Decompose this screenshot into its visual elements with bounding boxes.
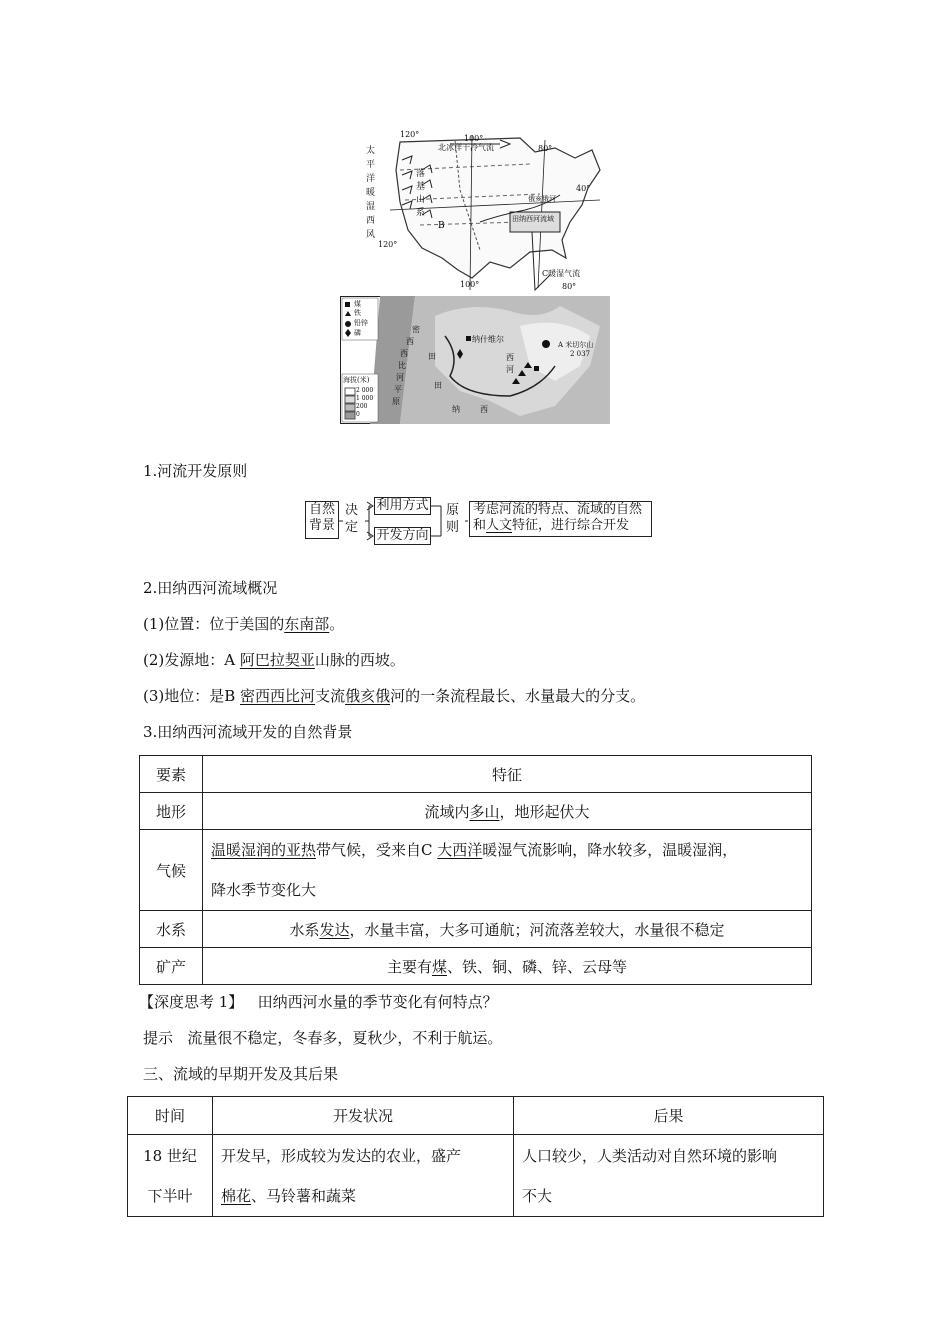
detail-map-figure bbox=[340, 296, 610, 424]
na-label: 纳 bbox=[452, 405, 460, 414]
section2-title: 2.田纳西河流域概况 bbox=[143, 579, 278, 597]
legend-lead-zinc: 铅锌 bbox=[354, 319, 368, 327]
principle-content-box: 考虑河流的特点、流域的自然 和人文特征，进行综合开发 bbox=[469, 501, 652, 537]
us-map-figure bbox=[360, 130, 610, 295]
legend-phosphorus: 磷 bbox=[354, 329, 361, 337]
tian-label-2: 田 bbox=[434, 381, 442, 390]
principle-label: 原 则 bbox=[446, 503, 460, 535]
mitchell-label: A 米切尔山 bbox=[558, 341, 594, 349]
lon100-bottom: 100° bbox=[460, 280, 480, 289]
natural-background-box: 自然 背景 bbox=[305, 501, 339, 539]
dev-direction-box: 开发方向 bbox=[374, 527, 431, 545]
mississippi-label: 密 西 西 比 河 平 原 bbox=[392, 325, 420, 406]
early-development-table bbox=[127, 1096, 824, 1217]
deep-think-question: 【深度思考 1】 田纳西河水量的季节变化有何特点？ bbox=[139, 993, 498, 1011]
legend-coal: 煤 bbox=[354, 300, 361, 308]
b-label: B bbox=[438, 221, 445, 231]
header-feature: 特征 bbox=[203, 756, 812, 793]
section2-source: (2)发源地：A 阿巴拉契亚山脉的西坡。 bbox=[143, 651, 405, 669]
lon100-top: 100° bbox=[464, 134, 484, 143]
natural-background-table bbox=[139, 755, 812, 985]
decide-label: 决 定 bbox=[345, 503, 359, 535]
elevation-0: 0 bbox=[356, 411, 360, 418]
ohio-label: 俄亥俄河 bbox=[528, 195, 556, 203]
arctic-cold-label: 北冰洋干冷气流 bbox=[438, 143, 494, 152]
elevation-200: 200 bbox=[356, 403, 368, 410]
section2-status: (3)地位：是B 密西西比河支流俄亥俄河的一条流程最长、水量最大的分支。 bbox=[143, 687, 646, 705]
mitchell-height: 2 037 bbox=[570, 350, 591, 358]
lon120-bottom: 120° bbox=[378, 240, 398, 249]
lat40: 40° bbox=[576, 184, 591, 193]
section1-title: 1.河流开发原则 bbox=[143, 462, 248, 480]
tn-river-right-label: 西 河 bbox=[506, 353, 514, 374]
elevation-1000: 1 000 bbox=[356, 395, 374, 402]
lon80-bottom: 80° bbox=[562, 282, 577, 291]
deep-think-hint: 提示 流量很不稳定，冬春多，夏秋少，不利于航运。 bbox=[143, 1029, 503, 1047]
legend-iron: 铁 bbox=[354, 309, 361, 317]
rocky-label: 落 基 山 系 bbox=[416, 169, 426, 218]
lon120-top: 120° bbox=[400, 130, 420, 139]
table-row: 矿产 主要有煤、铁、铜、磷、锌、云母等 bbox=[140, 948, 812, 985]
table-row: 水系 水系发达，水量丰富，大多可通航；河流落差较大，水量很不稳定 bbox=[140, 911, 812, 948]
section2-location: (1)位置：位于美国的东南部。 bbox=[143, 615, 345, 633]
header-element: 要素 bbox=[140, 756, 203, 793]
xi-label: 西 bbox=[480, 405, 488, 414]
section4-title: 三、流域的早期开发及其后果 bbox=[143, 1065, 339, 1083]
elevation-2000: 2 000 bbox=[356, 387, 374, 394]
principle-flow-diagram bbox=[305, 496, 650, 546]
section3-title: 3.田纳西河流域开发的自然背景 bbox=[143, 723, 353, 741]
header-result: 后果 bbox=[514, 1097, 824, 1135]
table-row: 地形 流域内多山，地形起伏大 bbox=[140, 793, 812, 830]
header-time: 时间 bbox=[128, 1097, 213, 1135]
elevation-title: 海拔(米) bbox=[343, 376, 370, 384]
warm-air-label: C暖湿气流 bbox=[542, 269, 581, 278]
tian-label: 田 bbox=[428, 352, 436, 361]
pacific-westerly-label: 太 平 洋 暖 湿 西 风 bbox=[366, 146, 376, 240]
table-row: 18 世纪 下半叶 开发早，形成较为发达的农业，盛产 棉花、马铃薯和蔬菜 人口较少，人类活动对自然环境的影响 不大 bbox=[128, 1135, 824, 1217]
header-status: 开发状况 bbox=[213, 1097, 514, 1135]
nashville-label: 纳什维尔 bbox=[472, 335, 504, 344]
table-row: 气候 温暖湿润的亚热带气候，受来自C 大西洋暖湿气流影响，降水较多，温暖湿润， 降水季节变化大 bbox=[140, 830, 812, 911]
use-mode-box: 利用方式 bbox=[374, 497, 431, 515]
tennessee-label: 田纳西河流域 bbox=[512, 215, 554, 223]
lon80-top: 80° bbox=[538, 144, 553, 153]
